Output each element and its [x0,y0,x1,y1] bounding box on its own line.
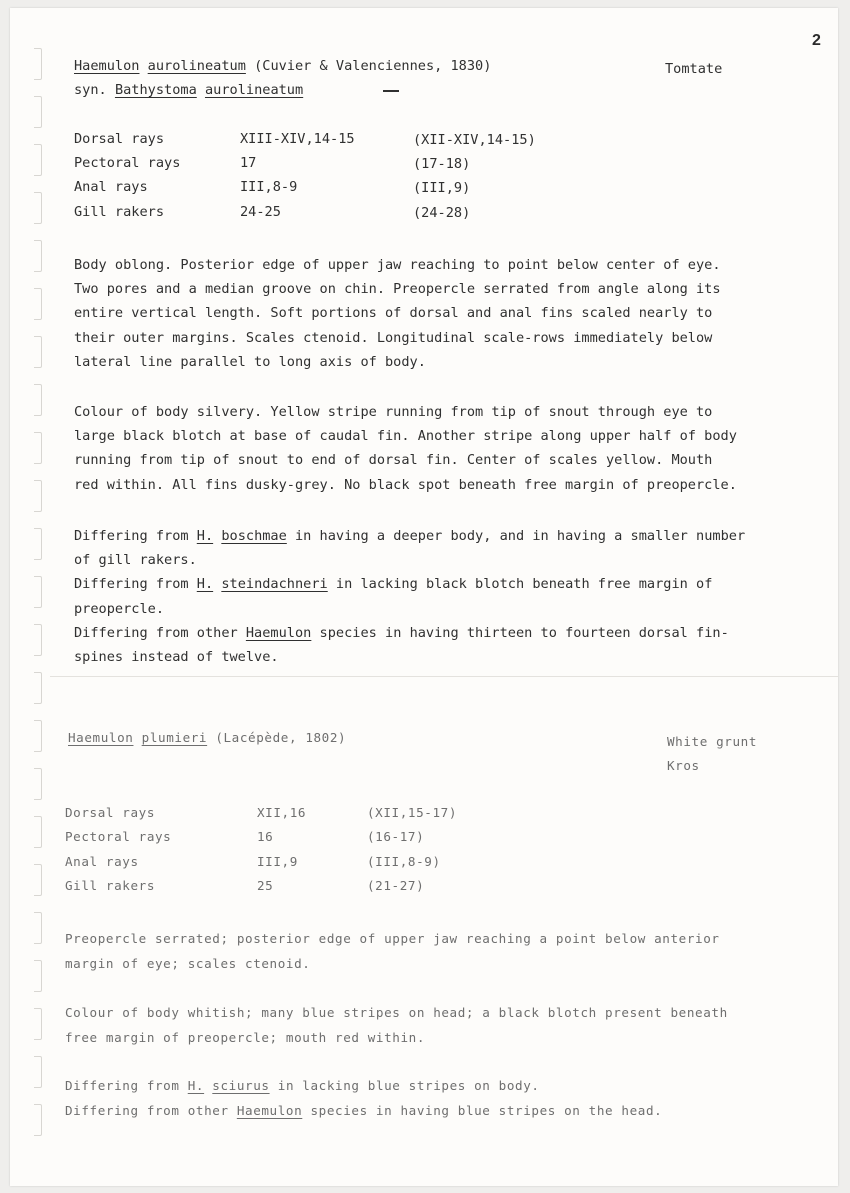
differential-paragraph [65,1074,825,1123]
genus-abbr: H. [196,528,214,544]
meristic-range: (III,9) [413,180,471,196]
text-fragment: species in having thirteen to fourteen dorsal fin- [311,624,729,641]
binding-holes [10,8,50,1186]
text-line: Colour of body whitish; many blue stripes on head; a black blotch present beneath [65,1005,728,1020]
section-divider [50,676,838,677]
species-name: sciurus [212,1078,270,1093]
species-name: steindachneri [221,576,328,593]
description-paragraph [65,927,825,976]
text-line [65,1074,825,1099]
text-fragment: Differing from [74,528,197,544]
meristic-value: 17 [240,155,257,171]
text-line: of gill rakers. [74,552,197,569]
meristic-label: Pectoral rays [74,155,181,171]
text-line [74,621,794,645]
text-fragment: in lacking black blotch beneath free margin of [327,576,713,593]
text-fragment: Differing from other [65,1102,237,1118]
genus-name: Haemulon [68,730,134,745]
binding-hole [34,48,42,80]
binding-hole [34,384,42,416]
meristic-value: 25 [257,878,274,893]
genus-name: Haemulon [236,1102,303,1118]
meristic-range: (III,8-9) [367,854,441,869]
binding-hole [34,960,42,992]
binding-hole [34,816,42,848]
binding-hole [34,288,42,320]
text-fragment: Differing from [74,576,197,593]
text-line: Preopercle serrated; posterior edge of upper jaw reaching a point below anterior [65,931,720,946]
species-name: boschmae [221,528,287,544]
binding-hole [34,576,42,608]
page-number: 2 [812,32,821,49]
document-page [10,8,838,1186]
meristic-range: (XII,15-17) [367,805,458,820]
syn-prefix: syn. [74,82,107,98]
species-heading-1 [74,58,491,74]
text-line: Two pores and a median groove on chin. Preopercle serrated from angle along its [74,281,721,298]
meristic-range: (21-27) [367,878,425,893]
binding-hole [34,96,42,128]
text-line: entire vertical length. Soft portions of dorsal and anal fins scaled nearly to [74,305,713,322]
colour-paragraph [65,1001,825,1050]
text-line: running from tip of snout to end of dorsal fin. Center of scales yellow. Mouth [74,452,713,469]
meristic-label: Anal rays [74,179,148,195]
text-line: lateral line parallel to long axis of body. [74,353,426,370]
binding-hole [34,432,42,464]
meristic-label: Anal rays [65,854,139,869]
text-line: free margin of preopercle; mouth red within. [65,1029,426,1045]
genus-abbr: H. [196,576,214,593]
meristic-label: Pectoral rays [65,829,172,844]
binding-hole [34,480,42,512]
binding-hole [34,192,42,224]
description-paragraph [74,253,794,374]
text-fragment: in lacking blue stripes on body. [269,1078,540,1093]
genus-abbr: H. [187,1078,205,1093]
binding-hole [34,624,42,656]
text-line [74,524,794,548]
common-name: Tomtate [665,61,723,77]
text-line: preopercle. [74,600,165,617]
synonym-line [74,82,303,98]
genus-name: Haemulon [74,58,140,74]
text-fragment: Differing from [65,1078,188,1093]
genus-name: Haemulon [245,624,312,641]
meristic-value: 24-25 [240,204,281,220]
meristic-label: Dorsal rays [74,131,165,147]
binding-hole [34,1008,42,1040]
text-line: spines instead of twelve. [74,649,279,666]
text-line: red within. All fins dusky-grey. No black spot beneath free margin of preopercle. [74,476,737,493]
binding-hole [34,1056,42,1088]
binding-hole [34,240,42,272]
syn-genus: Bathystoma [114,82,197,98]
meristic-value: III,9 [257,854,298,869]
meristic-label: Gill rakers [74,204,165,220]
text-line: large black blotch at base of caudal fin. Another stripe along upper half of body [74,428,737,445]
text-line: margin of eye; scales ctenoid. [65,955,311,971]
colour-paragraph [74,400,794,497]
binding-hole [34,336,42,368]
meristic-range: (16-17) [367,829,425,844]
binding-hole [34,864,42,896]
text-line [74,572,794,596]
text-line: their outer margins. Scales ctenoid. Longitudinal scale-rows immediately below [74,329,713,346]
species-heading-2 [68,730,346,745]
local-name: Kros [667,758,700,773]
common-name: White grunt [667,734,758,749]
text-fragment: in having a deeper body, and in having a smaller number [286,528,746,544]
binding-hole [34,528,42,560]
meristic-label: Gill rakers [65,878,156,893]
meristic-range: (XII-XIV,14-15) [413,132,536,148]
authority: (Lacépède, 1802) [215,730,347,745]
syn-species: aurolineatum [204,82,304,98]
binding-hole [34,912,42,944]
differential-paragraph [74,524,794,669]
meristic-value: III,8-9 [240,179,298,195]
meristic-range: (24-28) [413,205,471,221]
meristic-value: XII,16 [257,805,307,820]
meristic-value: XIII-XIV,14-15 [240,131,355,147]
dash-mark [383,90,399,92]
meristic-range: (17-18) [413,156,471,172]
text-line: Colour of body silvery. Yellow stripe running from tip of snout through eye to [74,404,713,420]
meristic-value: 16 [257,829,274,844]
binding-hole [34,720,42,752]
text-fragment: species in having blue stripes on the head. [302,1102,663,1118]
binding-hole [34,144,42,176]
binding-hole [34,672,42,704]
meristic-label: Dorsal rays [65,805,156,820]
text-fragment: Differing from other [74,624,246,641]
binding-hole [34,768,42,800]
species-name: aurolineatum [147,58,246,74]
text-line: Body oblong. Posterior edge of upper jaw reaching to point below center of eye. [74,257,721,273]
text-line [65,1099,825,1124]
binding-hole [34,1104,42,1136]
species-name: plumieri [141,730,208,745]
authority: (Cuvier & Valenciennes, 1830) [254,58,492,74]
